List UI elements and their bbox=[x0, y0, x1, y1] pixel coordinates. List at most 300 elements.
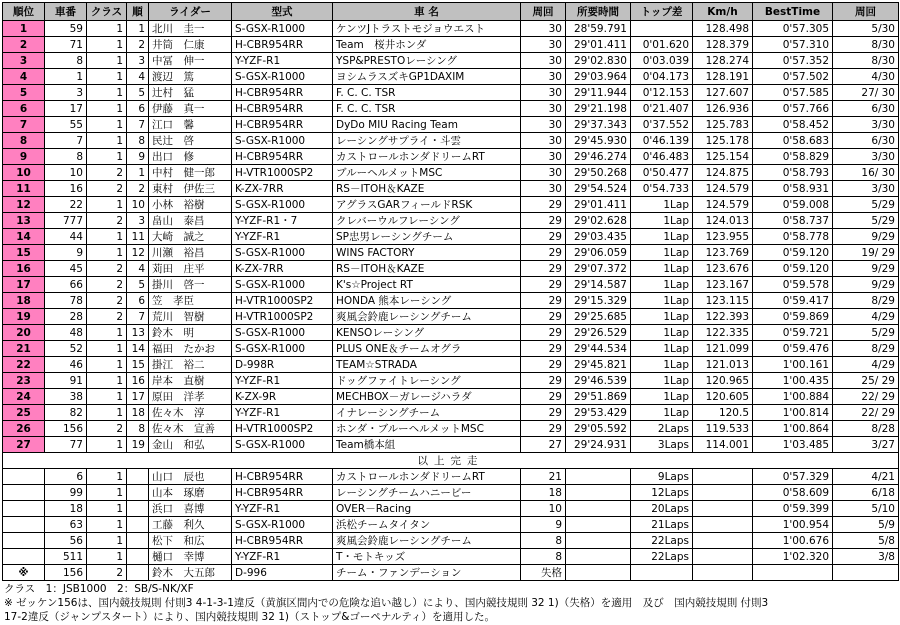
cell-gap: 1Lap bbox=[631, 229, 693, 245]
cell-position: 17 bbox=[3, 277, 45, 293]
cell-class-rank bbox=[127, 469, 149, 485]
cell-class: 2 bbox=[87, 277, 127, 293]
cell-model: S-GSX-R1000 bbox=[232, 133, 333, 149]
cell-class: 1 bbox=[87, 85, 127, 101]
cell-laps: 29 bbox=[521, 405, 566, 421]
cell-model: Y-YZF-R1 bbox=[232, 405, 333, 421]
cell-team: PLUS ONE＆チームオグラ bbox=[333, 341, 521, 357]
cell-class: 1 bbox=[87, 469, 127, 485]
cell-number: 17 bbox=[45, 101, 87, 117]
cell-total-time: 29'03.964 bbox=[566, 69, 631, 85]
cell-model: H-VTR1000SP2 bbox=[232, 165, 333, 181]
cell-total-time bbox=[566, 517, 631, 533]
cell-rider: 福田 たかお bbox=[149, 341, 232, 357]
cell-rider: 佐々木 淳 bbox=[149, 405, 232, 421]
cell-team: カストロールホンダドリームRT bbox=[333, 469, 521, 485]
cell-class-rank: 4 bbox=[127, 261, 149, 277]
cell-team: T・モトキッズ bbox=[333, 549, 521, 565]
cell-position: 27 bbox=[3, 437, 45, 453]
cell-best-time: 0'58.609 bbox=[753, 485, 833, 501]
cell-gap: 1Lap bbox=[631, 293, 693, 309]
table-row bbox=[3, 501, 899, 517]
cell-total-time: 29'11.944 bbox=[566, 85, 631, 101]
cell-speed: 122.393 bbox=[693, 309, 753, 325]
cell-best-time: 0'59.399 bbox=[753, 501, 833, 517]
cell-class-rank: 6 bbox=[127, 101, 149, 117]
cell-model: Y-YZF-R1 bbox=[232, 229, 333, 245]
cell-speed bbox=[693, 533, 753, 549]
cell-best-lap: 5/29 bbox=[833, 197, 899, 213]
cell-number: 10 bbox=[45, 165, 87, 181]
cell-model: S-GSX-R1000 bbox=[232, 277, 333, 293]
cell-best-lap: 3/27 bbox=[833, 437, 899, 453]
cell-best-lap: 5/10 bbox=[833, 501, 899, 517]
cell-team: 浜松チームタイタン bbox=[333, 517, 521, 533]
cell-team: F. C. C. TSR bbox=[333, 101, 521, 117]
cell-rider: 鈴木 大五郎 bbox=[149, 565, 232, 581]
cell-gap: 9Laps bbox=[631, 469, 693, 485]
cell-rider: 北川 圭一 bbox=[149, 21, 232, 37]
cell-total-time bbox=[566, 485, 631, 501]
cell-number: 6 bbox=[45, 469, 87, 485]
cell-best-time: 0'57.310 bbox=[753, 37, 833, 53]
cell-team: YSP&PRESTOレーシング bbox=[333, 53, 521, 69]
cell-class-rank: 7 bbox=[127, 309, 149, 325]
cell-best-lap: 8/30 bbox=[833, 37, 899, 53]
cell-class-rank: 11 bbox=[127, 229, 149, 245]
cell-speed bbox=[693, 565, 753, 581]
cell-class-rank: 10 bbox=[127, 197, 149, 213]
cell-speed: 128.498 bbox=[693, 21, 753, 37]
cell-gap: 0'04.173 bbox=[631, 69, 693, 85]
cell-number: 511 bbox=[45, 549, 87, 565]
cell-model: H-VTR1000SP2 bbox=[232, 293, 333, 309]
cell-gap: 3Laps bbox=[631, 437, 693, 453]
cell-model: H-CBR954RR bbox=[232, 101, 333, 117]
cell-class: 1 bbox=[87, 53, 127, 69]
cell-rider: 民辻 啓 bbox=[149, 133, 232, 149]
cell-class: 1 bbox=[87, 325, 127, 341]
table-row bbox=[3, 213, 899, 229]
cell-class-rank: 19 bbox=[127, 437, 149, 453]
cell-model: Y-YZF-R1 bbox=[232, 549, 333, 565]
cell-position: 24 bbox=[3, 389, 45, 405]
cell-speed bbox=[693, 469, 753, 485]
cell-total-time: 29'06.059 bbox=[566, 245, 631, 261]
cell-position: 23 bbox=[3, 373, 45, 389]
cell-model: S-GSX-R1000 bbox=[232, 245, 333, 261]
cell-speed: 128.191 bbox=[693, 69, 753, 85]
cell-best-time: 0'57.502 bbox=[753, 69, 833, 85]
table-row bbox=[3, 357, 899, 373]
header-class-rank: 順 bbox=[127, 3, 149, 21]
cell-class: 1 bbox=[87, 101, 127, 117]
penalty-note-line2: 17-2違反（ジャンプスタート）により、国内競技規則 32 1)（ストップ&ゴーペナルティ）を適用した。 bbox=[4, 611, 496, 623]
cell-class-rank: 3 bbox=[127, 53, 149, 69]
cell-best-lap: 25/ 29 bbox=[833, 373, 899, 389]
cell-class: 2 bbox=[87, 293, 127, 309]
cell-team: ヨシムラスズキGP1DAXIM bbox=[333, 69, 521, 85]
cell-model: K-ZX-7RR bbox=[232, 181, 333, 197]
cell-total-time: 29'45.930 bbox=[566, 133, 631, 149]
cell-position: ※ bbox=[3, 565, 45, 581]
cell-position bbox=[3, 469, 45, 485]
cell-rider: 渡辺 篤 bbox=[149, 69, 232, 85]
cell-class-rank: 8 bbox=[127, 421, 149, 437]
cell-class-rank: 7 bbox=[127, 117, 149, 133]
cell-team: WINS FACTORY bbox=[333, 245, 521, 261]
cell-gap: 0'21.407 bbox=[631, 101, 693, 117]
cell-position: 26 bbox=[3, 421, 45, 437]
cell-laps: 29 bbox=[521, 293, 566, 309]
cell-best-lap bbox=[833, 565, 899, 581]
cell-class-rank: 3 bbox=[127, 213, 149, 229]
cell-best-lap: 8/28 bbox=[833, 421, 899, 437]
cell-model: Y-YZF-R1・7 bbox=[232, 213, 333, 229]
cell-number: 18 bbox=[45, 501, 87, 517]
cell-laps: 27 bbox=[521, 437, 566, 453]
cell-speed: 124.875 bbox=[693, 165, 753, 181]
notes bbox=[2, 581, 898, 625]
cell-position: 6 bbox=[3, 101, 45, 117]
cell-position: 5 bbox=[3, 85, 45, 101]
cell-team: SP忠男レーシングチーム bbox=[333, 229, 521, 245]
table-row bbox=[3, 373, 899, 389]
cell-class-rank: 16 bbox=[127, 373, 149, 389]
table-row bbox=[3, 197, 899, 213]
cell-class-rank: 1 bbox=[127, 165, 149, 181]
table-row bbox=[3, 485, 899, 501]
cell-speed: 123.115 bbox=[693, 293, 753, 309]
cell-speed: 128.274 bbox=[693, 53, 753, 69]
cell-speed: 123.676 bbox=[693, 261, 753, 277]
cell-gap: 1Lap bbox=[631, 357, 693, 373]
cell-team: OVER－Racing bbox=[333, 501, 521, 517]
cell-rider: 樋口 幸博 bbox=[149, 549, 232, 565]
cell-model: H-CBR954RR bbox=[232, 37, 333, 53]
header-number: 車番 bbox=[45, 3, 87, 21]
cell-gap: 1Lap bbox=[631, 325, 693, 341]
cell-number: 91 bbox=[45, 373, 87, 389]
nonfinishers-body bbox=[3, 469, 899, 581]
cell-gap: 0'50.477 bbox=[631, 165, 693, 181]
cell-class: 2 bbox=[87, 565, 127, 581]
cell-model: H-CBR954RR bbox=[232, 117, 333, 133]
cell-rider: 金山 和弘 bbox=[149, 437, 232, 453]
cell-class: 1 bbox=[87, 21, 127, 37]
cell-team: Team 桜井ホンダ bbox=[333, 37, 521, 53]
cell-class-rank: 2 bbox=[127, 181, 149, 197]
cell-laps: 29 bbox=[521, 245, 566, 261]
finished-separator: 以上完走 bbox=[3, 453, 899, 469]
cell-laps: 30 bbox=[521, 165, 566, 181]
cell-number: 156 bbox=[45, 565, 87, 581]
cell-class: 1 bbox=[87, 389, 127, 405]
cell-rider: 江口 馨 bbox=[149, 117, 232, 133]
cell-gap bbox=[631, 565, 693, 581]
cell-best-time: 1'00.954 bbox=[753, 517, 833, 533]
cell-class-rank: 12 bbox=[127, 245, 149, 261]
cell-class: 2 bbox=[87, 165, 127, 181]
cell-number: 52 bbox=[45, 341, 87, 357]
cell-best-lap: 8/30 bbox=[833, 53, 899, 69]
table-row bbox=[3, 69, 899, 85]
cell-position: 8 bbox=[3, 133, 45, 149]
cell-total-time: 28'59.791 bbox=[566, 21, 631, 37]
cell-total-time: 29'21.198 bbox=[566, 101, 631, 117]
cell-rider: 出口 修 bbox=[149, 149, 232, 165]
cell-model: H-CBR954RR bbox=[232, 485, 333, 501]
cell-team: DyDo MIU Racing Team bbox=[333, 117, 521, 133]
cell-laps: 18 bbox=[521, 485, 566, 501]
cell-laps: 30 bbox=[521, 69, 566, 85]
cell-number: 55 bbox=[45, 117, 87, 133]
cell-class: 1 bbox=[87, 229, 127, 245]
cell-class-rank: 5 bbox=[127, 277, 149, 293]
cell-gap: 1Lap bbox=[631, 261, 693, 277]
cell-number: 48 bbox=[45, 325, 87, 341]
cell-number: 7 bbox=[45, 133, 87, 149]
cell-class: 1 bbox=[87, 197, 127, 213]
cell-team: レーシングサプライ・斗雲 bbox=[333, 133, 521, 149]
cell-class-rank: 1 bbox=[127, 21, 149, 37]
cell-team: ホンダ・ブルーヘルメットMSC bbox=[333, 421, 521, 437]
cell-laps: 29 bbox=[521, 197, 566, 213]
cell-position: 16 bbox=[3, 261, 45, 277]
cell-speed: 125.154 bbox=[693, 149, 753, 165]
table-row bbox=[3, 181, 899, 197]
cell-number: 99 bbox=[45, 485, 87, 501]
table-row bbox=[3, 85, 899, 101]
cell-speed: 121.013 bbox=[693, 357, 753, 373]
cell-model: S-GSX-R1000 bbox=[232, 325, 333, 341]
table-row bbox=[3, 309, 899, 325]
cell-laps: 失格 bbox=[521, 565, 566, 581]
cell-best-time: 0'58.683 bbox=[753, 133, 833, 149]
cell-class: 2 bbox=[87, 261, 127, 277]
cell-best-lap: 6/30 bbox=[833, 133, 899, 149]
table-row bbox=[3, 277, 899, 293]
cell-gap: 0'46.139 bbox=[631, 133, 693, 149]
cell-total-time: 29'53.429 bbox=[566, 405, 631, 421]
cell-speed: 119.533 bbox=[693, 421, 753, 437]
cell-total-time: 29'02.628 bbox=[566, 213, 631, 229]
table-row bbox=[3, 565, 899, 581]
cell-class: 1 bbox=[87, 501, 127, 517]
header-speed: Km/h bbox=[693, 3, 753, 21]
cell-position: 20 bbox=[3, 325, 45, 341]
table-row bbox=[3, 389, 899, 405]
cell-total-time: 29'54.524 bbox=[566, 181, 631, 197]
cell-rider: 掛川 啓一 bbox=[149, 277, 232, 293]
cell-position: 21 bbox=[3, 341, 45, 357]
table-row bbox=[3, 533, 899, 549]
cell-laps: 30 bbox=[521, 133, 566, 149]
cell-team: K's☆Project RT bbox=[333, 277, 521, 293]
cell-gap: 0'12.153 bbox=[631, 85, 693, 101]
cell-best-lap: 6/30 bbox=[833, 101, 899, 117]
cell-class: 1 bbox=[87, 357, 127, 373]
cell-total-time: 29'01.411 bbox=[566, 197, 631, 213]
cell-best-time: 0'58.931 bbox=[753, 181, 833, 197]
cell-class: 1 bbox=[87, 341, 127, 357]
cell-model: H-VTR1000SP2 bbox=[232, 309, 333, 325]
cell-number: 63 bbox=[45, 517, 87, 533]
cell-speed: 124.579 bbox=[693, 181, 753, 197]
cell-speed: 124.579 bbox=[693, 197, 753, 213]
cell-total-time: 29'50.268 bbox=[566, 165, 631, 181]
cell-best-lap: 3/8 bbox=[833, 549, 899, 565]
cell-best-time: 1'00.884 bbox=[753, 389, 833, 405]
cell-team: HONDA 熊本レーシング bbox=[333, 293, 521, 309]
cell-class: 1 bbox=[87, 117, 127, 133]
cell-gap: 1Lap bbox=[631, 245, 693, 261]
cell-laps: 30 bbox=[521, 53, 566, 69]
cell-best-time: 0'57.352 bbox=[753, 53, 833, 69]
cell-class: 1 bbox=[87, 37, 127, 53]
cell-gap: 1Lap bbox=[631, 341, 693, 357]
cell-team: ブルーヘルメットMSC bbox=[333, 165, 521, 181]
cell-total-time: 29'46.274 bbox=[566, 149, 631, 165]
cell-class-rank bbox=[127, 517, 149, 533]
cell-speed: 126.936 bbox=[693, 101, 753, 117]
cell-team: RS－ITOH＆KAZE bbox=[333, 181, 521, 197]
cell-class-rank: 14 bbox=[127, 341, 149, 357]
class-legend: クラス 1：JSB1000 2：SB/S-NK/XF bbox=[4, 583, 194, 595]
cell-team: アグラスGARフィールドRSK bbox=[333, 197, 521, 213]
cell-laps: 30 bbox=[521, 21, 566, 37]
cell-position: 22 bbox=[3, 357, 45, 373]
cell-speed: 125.178 bbox=[693, 133, 753, 149]
cell-speed: 120.965 bbox=[693, 373, 753, 389]
cell-class-rank: 2 bbox=[127, 37, 149, 53]
cell-speed: 123.955 bbox=[693, 229, 753, 245]
cell-best-time: 0'59.120 bbox=[753, 261, 833, 277]
header-class: クラス bbox=[87, 3, 127, 21]
cell-gap: 0'54.733 bbox=[631, 181, 693, 197]
cell-team: イナレーシングチーム bbox=[333, 405, 521, 421]
cell-number: 56 bbox=[45, 533, 87, 549]
cell-rider: 工藤 利久 bbox=[149, 517, 232, 533]
cell-number: 59 bbox=[45, 21, 87, 37]
cell-number: 1 bbox=[45, 69, 87, 85]
cell-gap: 0'37.552 bbox=[631, 117, 693, 133]
cell-laps: 29 bbox=[521, 421, 566, 437]
cell-total-time: 29'15.329 bbox=[566, 293, 631, 309]
cell-rider: 鈴木 明 bbox=[149, 325, 232, 341]
cell-class-rank bbox=[127, 565, 149, 581]
table-row bbox=[3, 101, 899, 117]
cell-class: 1 bbox=[87, 245, 127, 261]
cell-gap: 1Lap bbox=[631, 405, 693, 421]
cell-best-time bbox=[753, 565, 833, 581]
cell-best-time: 0'59.008 bbox=[753, 197, 833, 213]
cell-best-lap: 19/ 29 bbox=[833, 245, 899, 261]
cell-best-lap: 4/21 bbox=[833, 469, 899, 485]
cell-best-time: 1'00.161 bbox=[753, 357, 833, 373]
separator-row bbox=[3, 453, 899, 469]
cell-rider: 笠 孝臣 bbox=[149, 293, 232, 309]
cell-class-rank bbox=[127, 501, 149, 517]
cell-rider: 畠山 泰昌 bbox=[149, 213, 232, 229]
cell-team: TEAM☆STRADA bbox=[333, 357, 521, 373]
cell-number: 22 bbox=[45, 197, 87, 213]
cell-speed: 114.001 bbox=[693, 437, 753, 453]
cell-laps: 30 bbox=[521, 181, 566, 197]
cell-gap: 1Lap bbox=[631, 373, 693, 389]
cell-laps: 29 bbox=[521, 309, 566, 325]
cell-speed: 120.605 bbox=[693, 389, 753, 405]
cell-best-time: 1'00.864 bbox=[753, 421, 833, 437]
table-row bbox=[3, 421, 899, 437]
cell-position: 1 bbox=[3, 21, 45, 37]
cell-gap: 22Laps bbox=[631, 549, 693, 565]
cell-class: 1 bbox=[87, 405, 127, 421]
cell-rider: 佐々木 宣善 bbox=[149, 421, 232, 437]
cell-number: 38 bbox=[45, 389, 87, 405]
cell-model: Y-YZF-R1 bbox=[232, 53, 333, 69]
cell-laps: 10 bbox=[521, 501, 566, 517]
cell-gap: 2Laps bbox=[631, 421, 693, 437]
cell-best-time: 1'00.435 bbox=[753, 373, 833, 389]
table-row bbox=[3, 469, 899, 485]
cell-best-lap: 3/30 bbox=[833, 117, 899, 133]
cell-speed bbox=[693, 549, 753, 565]
header-best-lap: 周回 bbox=[833, 3, 899, 21]
cell-best-time: 0'57.305 bbox=[753, 21, 833, 37]
cell-position: 3 bbox=[3, 53, 45, 69]
header-position: 順位 bbox=[3, 3, 45, 21]
table-row bbox=[3, 37, 899, 53]
cell-number: 82 bbox=[45, 405, 87, 421]
cell-rider: 掛江 裕二 bbox=[149, 357, 232, 373]
cell-gap: 0'01.620 bbox=[631, 37, 693, 53]
cell-gap: 12Laps bbox=[631, 485, 693, 501]
table-row bbox=[3, 133, 899, 149]
cell-position bbox=[3, 549, 45, 565]
cell-position: 11 bbox=[3, 181, 45, 197]
header-team: 車 名 bbox=[333, 3, 521, 21]
cell-model: S-GSX-R1000 bbox=[232, 517, 333, 533]
cell-team: レーシングチームハニービー bbox=[333, 485, 521, 501]
cell-best-time: 0'57.766 bbox=[753, 101, 833, 117]
cell-best-lap: 4/30 bbox=[833, 69, 899, 85]
cell-total-time: 29'07.372 bbox=[566, 261, 631, 277]
cell-best-time: 0'59.869 bbox=[753, 309, 833, 325]
cell-rider: 辻村 猛 bbox=[149, 85, 232, 101]
cell-laps: 29 bbox=[521, 325, 566, 341]
cell-total-time: 29'45.821 bbox=[566, 357, 631, 373]
header-rider: ライダー bbox=[149, 3, 232, 21]
cell-best-time: 0'58.778 bbox=[753, 229, 833, 245]
cell-speed bbox=[693, 485, 753, 501]
cell-total-time: 29'46.539 bbox=[566, 373, 631, 389]
cell-rider: 大崎 誠之 bbox=[149, 229, 232, 245]
cell-total-time: 29'37.343 bbox=[566, 117, 631, 133]
cell-total-time bbox=[566, 565, 631, 581]
cell-number: 71 bbox=[45, 37, 87, 53]
cell-best-lap: 5/8 bbox=[833, 533, 899, 549]
header-model: 型式 bbox=[232, 3, 333, 21]
cell-class-rank: 4 bbox=[127, 69, 149, 85]
cell-number: 3 bbox=[45, 85, 87, 101]
cell-position: 7 bbox=[3, 117, 45, 133]
cell-model: Y-YZF-R1 bbox=[232, 373, 333, 389]
cell-best-lap: 4/29 bbox=[833, 309, 899, 325]
cell-best-time: 0'58.793 bbox=[753, 165, 833, 181]
table-row bbox=[3, 165, 899, 181]
cell-best-time: 0'59.417 bbox=[753, 293, 833, 309]
